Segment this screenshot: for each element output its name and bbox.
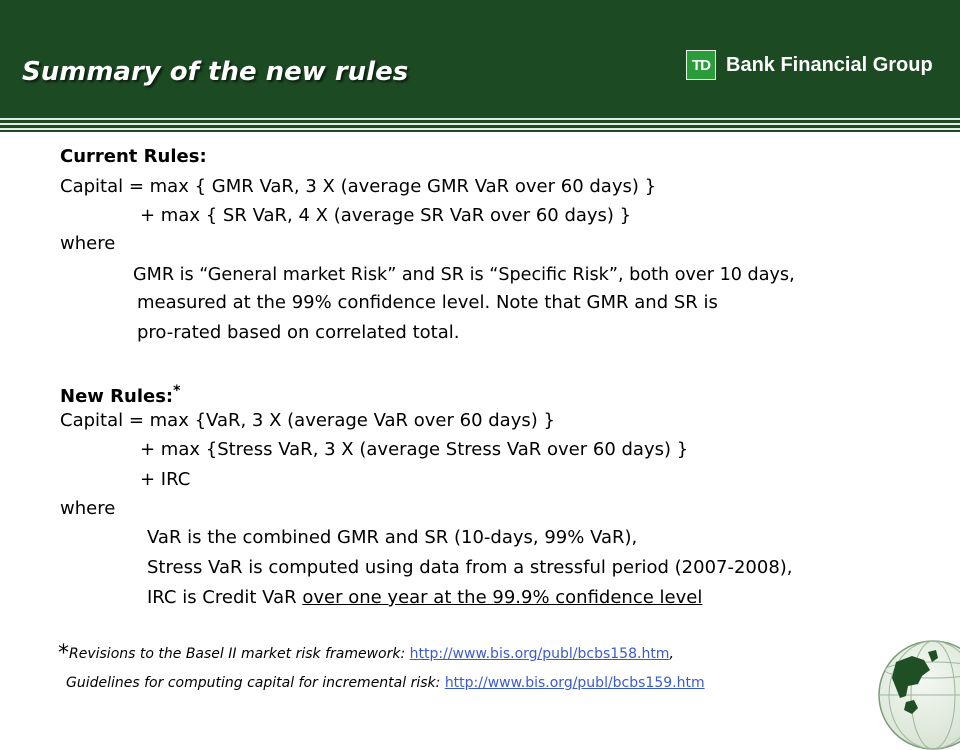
reference-1-text: Revisions to the Basel II market risk framework: [69, 646, 410, 662]
new-rules-star: * [173, 383, 181, 399]
stripe [0, 128, 960, 130]
current-rules-line: Capital = max { GMR VaR, 3 X (average GMR VaR over 60 days) } [60, 176, 657, 197]
new-rules-heading-text: New Rules: [60, 386, 174, 407]
current-rules-line: pro-rated based on correlated total. [137, 322, 460, 343]
reference-2-link[interactable]: http://www.bis.org/publ/bcbs159.htm [444, 675, 705, 691]
irc-prefix: IRC is Credit VaR [147, 587, 303, 608]
irc-underlined: over one year at the 99.9% confidence level [302, 587, 703, 608]
bank-logo [686, 50, 933, 80]
new-rules-line: + max {Stress VaR, 3 X (average Stress VaR over 60 days) } [140, 439, 689, 460]
td-logo-mark: TD [686, 50, 716, 80]
new-rules-heading [60, 380, 180, 408]
reference-1-link[interactable]: http://www.bis.org/publ/bcbs158.htm [409, 646, 670, 662]
current-rules-line: where [60, 233, 116, 254]
page-title: Summary of the new rules [22, 57, 409, 87]
globe-icon [878, 640, 960, 750]
new-rules-line: Capital = max {VaR, 3 X (average VaR over 60 days) } [60, 410, 555, 431]
reference-1 [58, 641, 674, 666]
irc-line [147, 587, 702, 609]
stripe [0, 123, 960, 125]
header-bar [0, 0, 960, 114]
reference-2-text: Guidelines for computing capital for incremental risk: [66, 675, 445, 691]
new-rules-line: Stress VaR is computed using data from a stressful period (2007-2008), [147, 557, 793, 578]
reference-star: * [58, 641, 69, 666]
current-rules-line: + max { SR VaR, 4 X (average SR VaR over 60 days) } [140, 205, 632, 226]
reference-2 [66, 674, 705, 692]
current-rules-heading: Current Rules: [60, 146, 207, 167]
current-rules-line: GMR is “General market Risk” and SR is “Specific Risk”, both over 10 days, [133, 265, 795, 285]
new-rules-line: VaR is the combined GMR and SR (10-days, 99% VaR), [147, 527, 638, 548]
header-stripes [0, 114, 960, 132]
new-rules-line: + IRC [140, 469, 191, 490]
new-rules-line: where [60, 498, 116, 519]
reference-1-suffix: , [669, 646, 674, 662]
current-rules-line: measured at the 99% confidence level. Note that GMR and SR is [137, 292, 718, 313]
logo-text: Bank Financial Group [726, 53, 933, 76]
stripe [0, 118, 960, 120]
